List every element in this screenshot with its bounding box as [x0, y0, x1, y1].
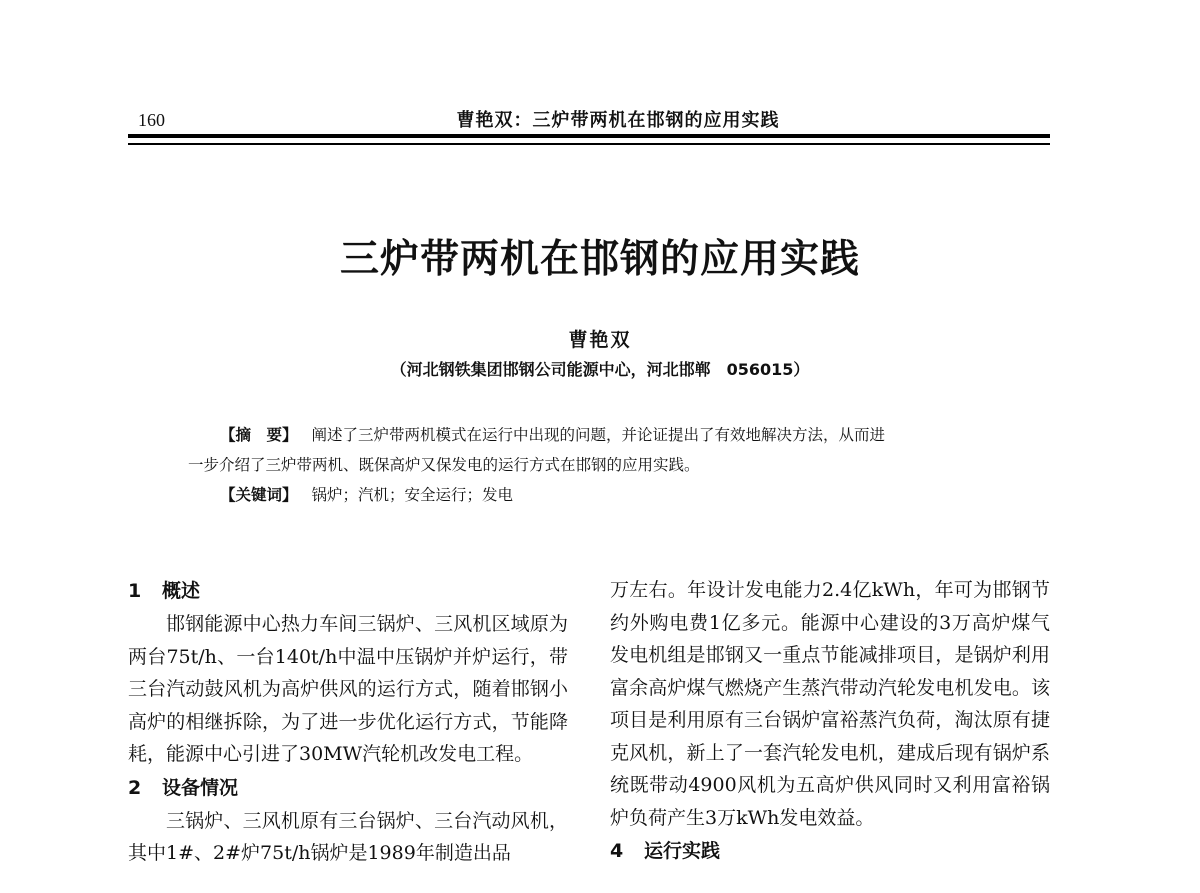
abstract-text-1: 阐述了三炉带两机模式在运行中出现的问题，并论证提出了有效地解决方法，从而进 [311, 426, 886, 444]
paragraph-overview: 邯钢能源中心热力车间三锅炉、三风机区域原为两台75t/h、一台140t/h中温中压锅炉并炉运行，带三台汽动鼓风机为高炉供风的运行方式，随着邯钢小高炉的相继拆除，为了进一步优化运行方式，节能降耗，能源中心引进了30MW汽轮机改发电工程。 [128, 613, 568, 765]
section-title: 设备情况 [162, 776, 239, 799]
author-name: 曹艳双 [568, 329, 632, 351]
section-number: 4 [610, 840, 624, 862]
section-heading-2 [128, 771, 568, 805]
running-title: 曹艳双：三炉带两机在邯钢的应用实践 [456, 110, 780, 131]
abstract-label: 【摘 要】 [220, 426, 298, 444]
abstract-text-2: 一步介绍了三炉带两机、既保高炉又保发电的运行方式在邯钢的应用实践。 [188, 456, 700, 474]
page-number: 160 [138, 110, 165, 130]
paragraph-continued: 万左右。年设计发电能力2.4亿kWh，年可为邯钢节约外购电费1亿多元。能源中心建设的3万高炉煤气发电机组是邯钢又一重点节能减排项目，是锅炉利用富余高炉煤气燃烧产生蒸汽带动汽轮发电机发电。该项目是利用原有三台锅炉富裕蒸汽负荷，淘汰原有捷克风机，新上了一套汽轮发电机，建成后现有锅炉系统既带动4900风机为五高炉供风同时又利用富裕锅炉负荷产生3万kWh发电效益。 [610, 579, 1050, 829]
abstract-line-2 [188, 450, 1008, 480]
header-rule-thick [128, 134, 1050, 138]
section-heading-1 [128, 574, 568, 608]
keywords-label: 【关键词】 [220, 486, 298, 504]
section-number: 1 [128, 580, 142, 602]
abstract-line-1 [188, 420, 1008, 450]
article-title: 三炉带两机在邯钢的应用实践 [339, 236, 860, 282]
right-column [610, 574, 1050, 868]
abstract-block [188, 420, 1008, 510]
keywords-text: 锅炉；汽机；安全运行；发电 [311, 486, 514, 504]
section-heading-4 [610, 834, 1050, 868]
section-title: 运行实践 [644, 840, 721, 862]
header-rule-thin [128, 143, 1050, 145]
running-header [128, 104, 1050, 134]
author-affiliation: （河北钢铁集团邯钢公司能源中心，河北邯郸 056015） [390, 360, 810, 379]
section-title: 概述 [162, 580, 201, 602]
left-column [128, 574, 568, 870]
section-number: 2 [128, 776, 142, 799]
keywords-line [188, 480, 1008, 510]
paragraph-equipment: 三锅炉、三风机原有三台锅炉、三台汽动风机，其中1#、2#炉75t/h锅炉是1989年制造出品 [128, 809, 568, 864]
